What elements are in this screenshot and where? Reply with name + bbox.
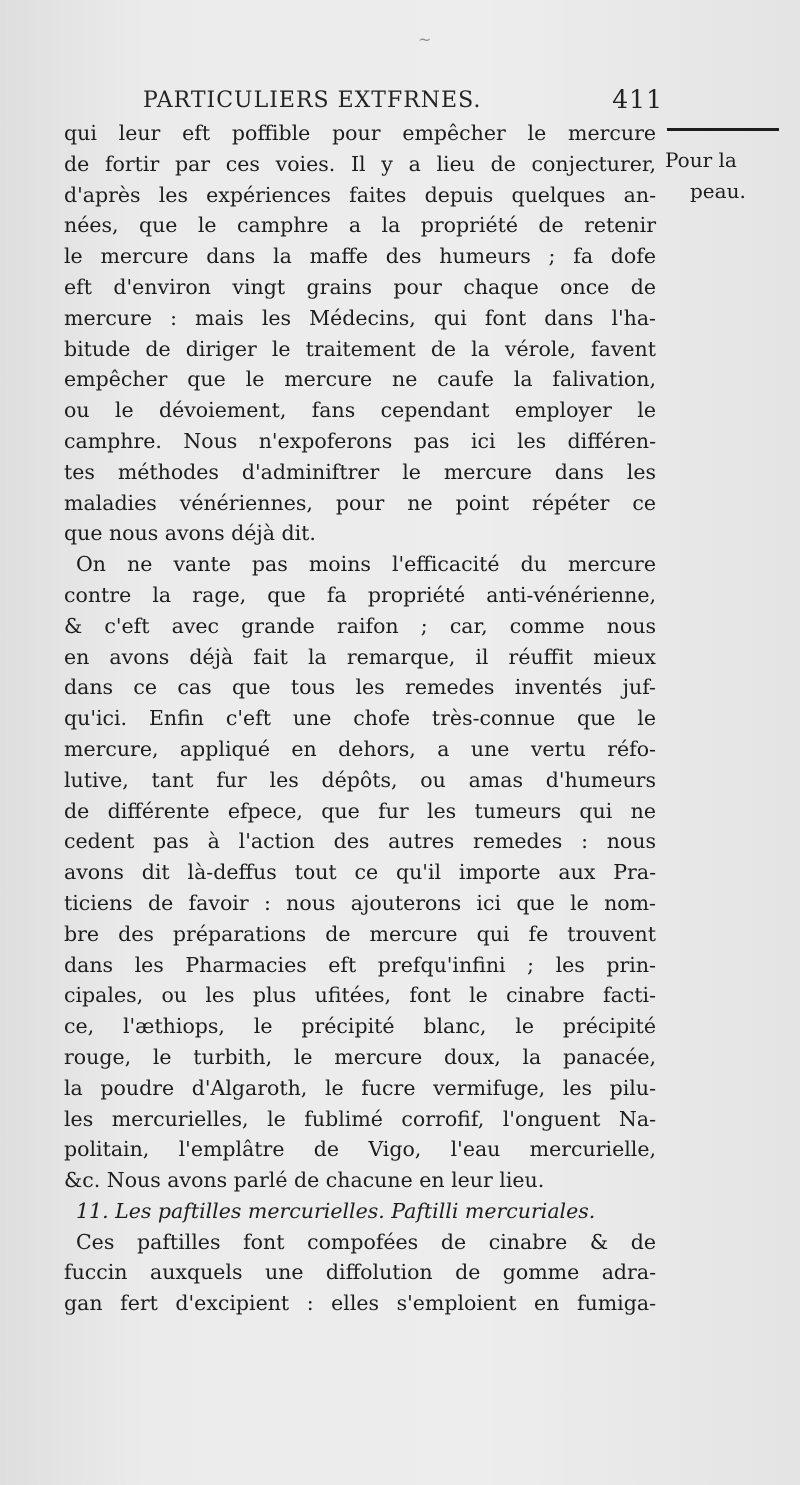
margin-note-line: peau. [690,178,746,203]
running-header [143,85,663,118]
text-line: le mercure dans la maffe des humeurs ; fa dofe [64,244,656,269]
text-line: camphre. Nous n'expoferons pas ici les différen- [64,428,656,453]
text-line: mercure : mais les Médecins, qui font dans l'ha- [64,305,656,330]
text-line: bre des préparations de mercure qui fe trouvent [64,921,656,946]
text-line: fuccin auxquels une diffolution de gomme adra- [64,1260,656,1285]
text-line: mercure, appliqué en dehors, a une vertu réfo- [64,736,656,761]
text-line: que nous avons déjà dit. [64,521,316,546]
text-line: Ces paftilles font compofées de cinabre & de [76,1229,656,1254]
text-line: bitude de diriger le traitement de la vérole, favent [64,336,656,361]
text-line: ticiens de favoir : nous ajouterons ici que le nom- [64,890,656,915]
text-line: avons dit là-deffus tout ce qu'il importe aux Pra- [64,860,656,885]
text-line: ou le dévoiement, fans cependant employer le [64,398,656,423]
text-line: & c'eft avec grande raifon ; car, comme nous [64,613,656,638]
text-line: de différente efpece, que fur les tumeurs qui ne [64,798,656,823]
text-line: qu'ici. Enfin c'eft une chofe très-connue que le [64,706,656,731]
body-text [64,118,656,1319]
text-line: eft d'environ vingt grains pour chaque once de [64,274,656,299]
text-line: en avons déjà fait la remarque, il réuffit mieux [64,644,656,669]
text-line: tes méthodes d'adminiftrer le mercure dans les [64,459,656,484]
text-line: On ne vante pas moins l'efficacité du mercure [76,552,656,577]
text-line: lutive, tant fur les dépôts, ou amas d'humeurs [64,767,656,792]
text-line: rouge, le turbith, le mercure doux, la panacée, [64,1044,656,1069]
margin-rule [667,128,779,131]
text-line: cedent pas à l'action des autres remedes : nous [64,829,656,854]
text-line: dans les Pharmacies eft prefqu'infini ; les prin- [64,952,656,977]
text-line: cipales, ou les plus ufitées, font le cinabre facti- [64,983,656,1008]
text-line: &c. Nous avons parlé de chacune en leur lieu. [64,1168,545,1193]
text-line: contre la rage, que fa propriété anti-vénérienne, [64,582,656,607]
text-line: politain, l'emplâtre de Vigo, l'eau mercurielle, [64,1137,656,1162]
text-line: de fortir par ces voies. Il y a lieu de conjecturer, [64,151,656,176]
margin-note-line: Pour la [665,148,737,172]
text-line: dans ce cas que tous les remedes inventés juf- [64,675,656,700]
section-heading: 11. Les paftilles mercurielles. Paftilli mercuriales. [76,1198,596,1223]
text-line: qui leur eft poffible pour empêcher le mercure [64,121,656,145]
text-line: maladies vénériennes, pour ne point répéter ce [64,490,656,515]
text-line: la poudre d'Algaroth, le fucre vermifuge, les pilu- [64,1075,656,1100]
text-line: les mercurielles, le fublimé corrofif, l'onguent Na- [64,1106,656,1131]
margin-note [665,145,795,207]
top-mark: ~ [418,30,432,49]
header-title: PARTICULIERS EXTFRNES. [143,88,482,113]
text-line: ce, l'æthiops, le précipité blanc, le précipité [64,1014,656,1039]
text-line: empêcher que le mercure ne caufe la falivation, [64,367,656,392]
page-number: 411 [612,85,663,114]
text-line: gan fert d'excipient : elles s'emploient en fumiga- [64,1291,656,1316]
text-line: nées, que le camphre a la propriété de retenir [64,213,656,238]
text-line: d'après les expériences faites depuis quelques an- [64,182,656,207]
